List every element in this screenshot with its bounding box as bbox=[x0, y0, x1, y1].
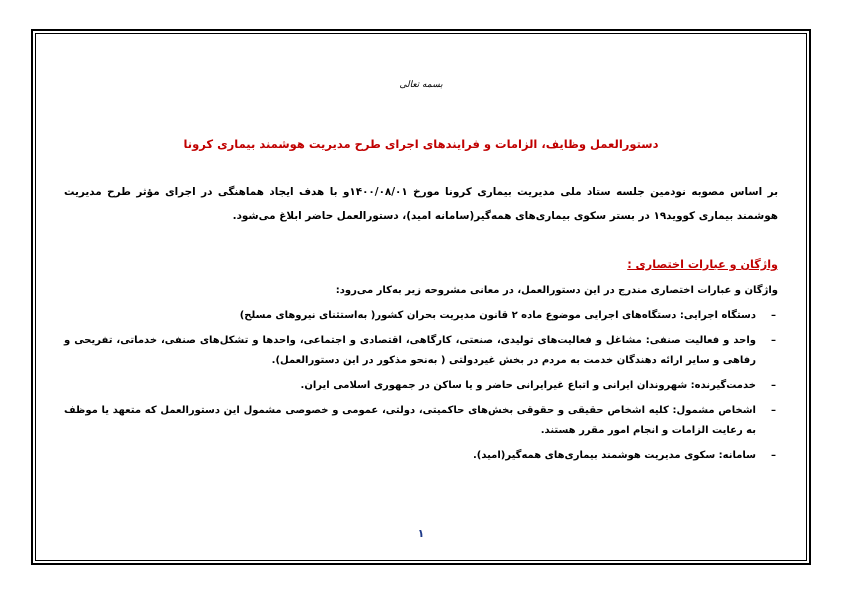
definition-text: سامانه: سکوی مدیریت هوشمند بیماری‌های همه‌گیر(امید). bbox=[472, 450, 756, 461]
dash-bullet-icon: – bbox=[771, 450, 776, 461]
dash-bullet-icon: – bbox=[771, 405, 776, 416]
definitions-intro: واژگان و عبارات اختصاری مندرج در این دستورالعمل، در معانی مشروحه زیر به‌کار می‌رود: bbox=[335, 285, 778, 296]
dash-bullet-icon: – bbox=[771, 310, 776, 321]
definition-text: خدمت‌گیرنده: شهروندان ایرانی و اتباع غیرایرانی حاضر و یا ساکن در جمهوری اسلامی ایران. bbox=[300, 380, 756, 391]
list-item bbox=[64, 446, 778, 466]
intro-paragraph: بر اساس مصوبه نودمین جلسه ستاد ملی مدیریت بیماری کرونا مورخ ۱۴۰۰/۰۸/۰۱و با هدف ایجاد هماهنگی در اجرای مؤثر طرح مدیریت هوشمند بیماری کووید۱۹ در بستر سکوی بیماری‌های همه‌گیر(سامانه امید)، دستورالعمل حاضر ابلاغ می‌شود. bbox=[64, 186, 778, 222]
definitions-list bbox=[64, 306, 778, 471]
list-item bbox=[64, 401, 778, 441]
list-item bbox=[64, 331, 778, 371]
dash-bullet-icon: – bbox=[771, 335, 776, 346]
page-content bbox=[64, 0, 778, 595]
definitions-heading: واژگان و عبارات اختصاری : bbox=[627, 258, 778, 271]
definition-text: واحد و فعالیت صنفی: مشاغل و فعالیت‌های تولیدی، صنعتی، کارگاهی، اقتصادی و اجتماعی، واحدها و تشکل‌های صنفی، خدماتی، تفریحی و رفاهی و سایر ارائه دهندگان خدمت به مردم در بخش غیردولتی ( به‌نحو مذکور در این دستورالعمل). bbox=[64, 335, 756, 366]
document-title: دستورالعمل وظایف، الزامات و فرایندهای اجرای طرح مدیریت هوشمند بیماری کرونا bbox=[183, 137, 659, 151]
bismillah-heading: بسمه تعالی bbox=[399, 80, 443, 90]
definition-text: اشخاص مشمول: کلیه اشخاص حقیقی و حقوقی بخش‌های حاکمیتی، دولتی، عمومی و خصوصی مشمول این دستورالعمل که متعهد یا موظف به رعایت الزامات و انجام امور مقرر هستند. bbox=[64, 405, 756, 436]
definition-text: دستگاه اجرایی: دستگاه‌های اجرایی موضوع ماده ۲ قانون مدیریت بحران کشور( به‌استثنای نیروهای مسلح) bbox=[239, 310, 756, 321]
dash-bullet-icon: – bbox=[771, 380, 776, 391]
list-item bbox=[64, 306, 778, 326]
list-item bbox=[64, 376, 778, 396]
page-number: ۱ bbox=[417, 527, 425, 540]
